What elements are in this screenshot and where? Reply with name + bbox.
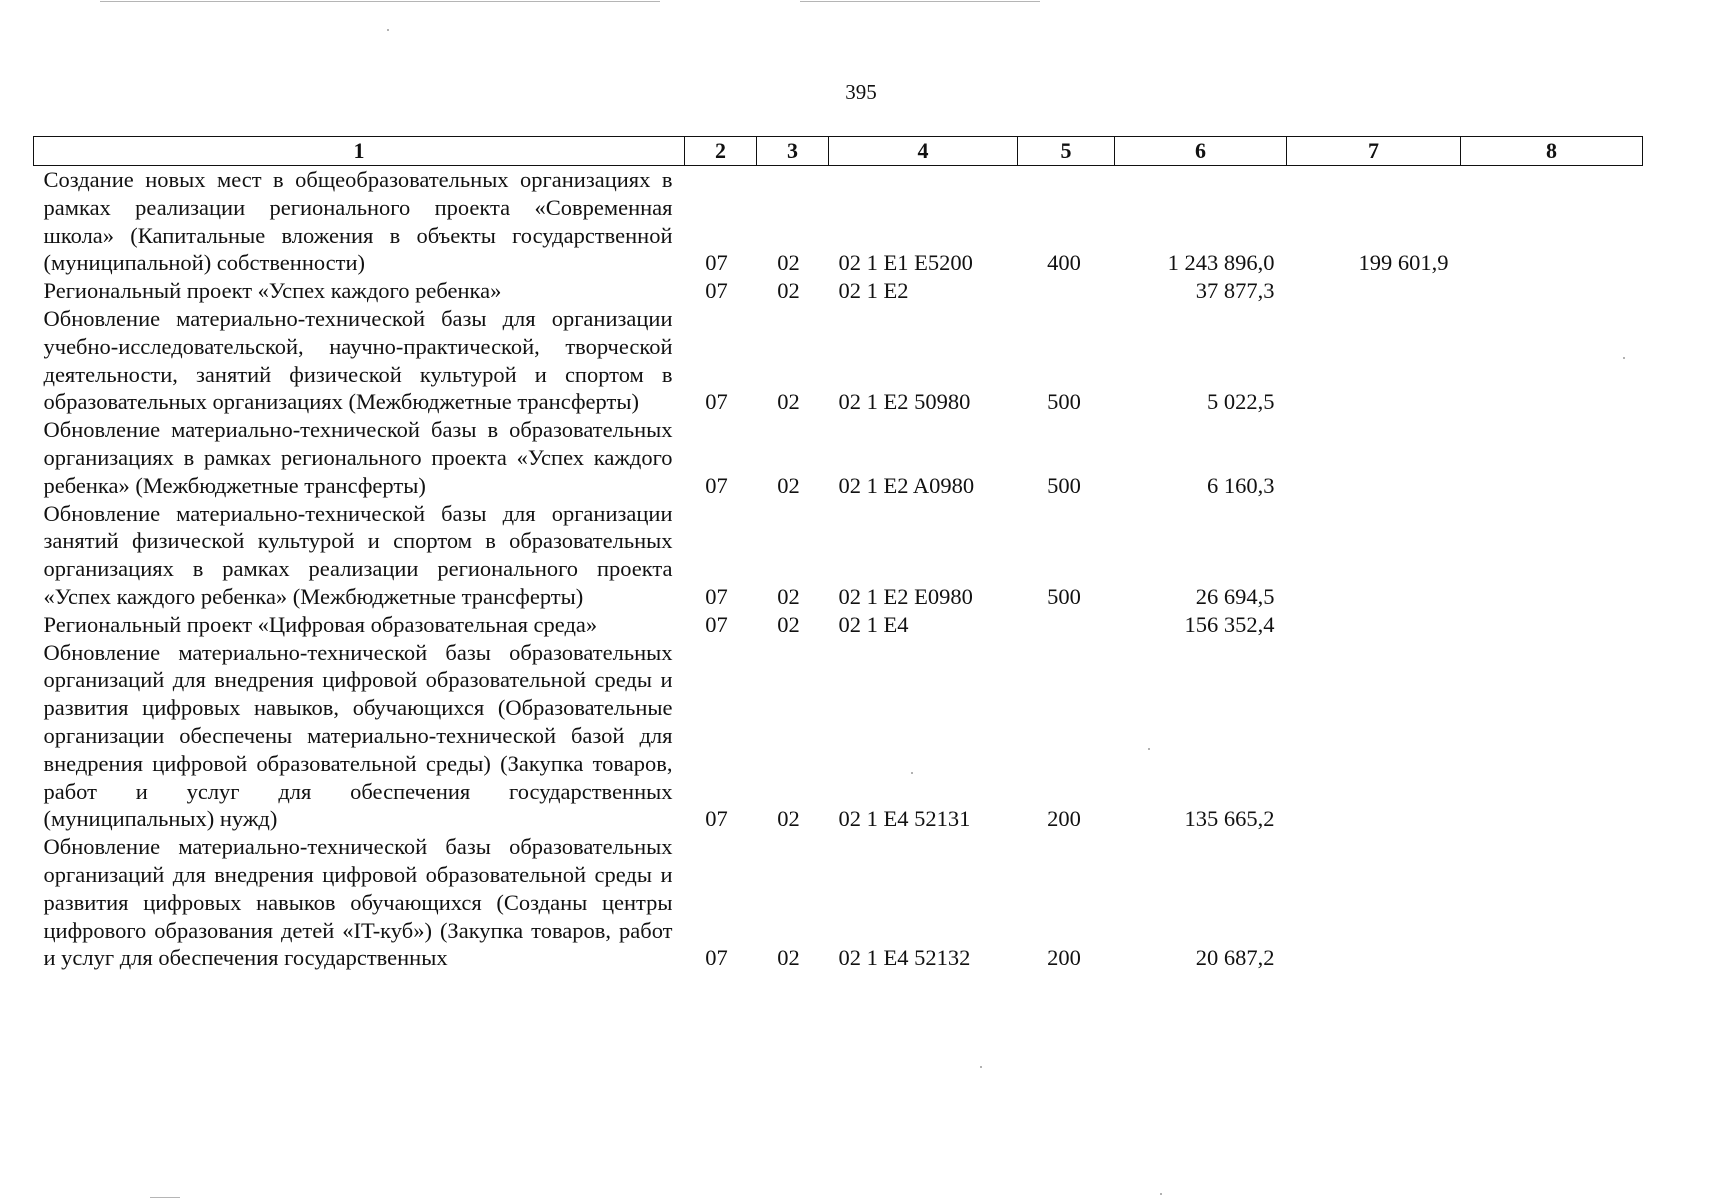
row-description: Создание новых мест в общеобразовательных организациях в рамках реализации регионального проекта «Современная школа» (Капитальные вложения в объекты государственной (муниципальной) собственности) — [43, 167, 673, 276]
header-col-1: 1 — [34, 137, 685, 166]
row-subsection-code: 02 — [777, 611, 800, 637]
row-section-code: 07 — [705, 250, 728, 276]
row-amount: 26 694,5 — [1195, 583, 1275, 609]
row-description: Обновление материально-технической базы образовательных организаций для внедрения цифровой образовательной среды и развития цифровых навыков обучающихся (Созданы центры цифрового образования детей «IT-куб») (Закупка товаров, работ и услуг для обеспечения государственных — [43, 834, 673, 971]
row-amount-col8 — [1461, 639, 1643, 834]
row-amount: 6 160,3 — [1207, 472, 1275, 498]
row-section-code: 07 — [705, 389, 728, 415]
row-amount: 37 877,3 — [1195, 278, 1275, 304]
row-expense-type: 200 — [1047, 945, 1081, 971]
scan-artifact-line — [100, 1, 660, 2]
row-amount-col7 — [1287, 416, 1461, 499]
row-description: Региональный проект «Цифровая образовательная среда» — [43, 611, 598, 637]
row-section-code: 07 — [705, 278, 728, 304]
row-target-article: 02 1 E2 E0980 — [838, 583, 973, 609]
row-amount-col8 — [1461, 166, 1643, 278]
row-expense-type: 200 — [1047, 806, 1081, 832]
header-row — [34, 137, 1643, 166]
row-amount: 5 022,5 — [1207, 389, 1275, 415]
row-description: Обновление материально-технической базы образовательных организаций для внедрения цифровой образовательной среды и развития цифровых навыков, обучающихся (Образовательные организации обеспечены материально-технической базой для внедрения цифровой образовательной среды) (Закупка товаров, работ и услуг для обеспечения государственных (муниципальных) нужд) — [43, 639, 673, 832]
row-expense-type — [1018, 277, 1115, 305]
header-col-7: 7 — [1287, 137, 1461, 166]
row-amount-col7 — [1287, 611, 1461, 639]
row-amount: 135 665,2 — [1184, 806, 1275, 832]
header-col-3: 3 — [757, 137, 829, 166]
row-target-article: 02 1 E4 — [838, 611, 909, 637]
row-amount-col8 — [1461, 416, 1643, 499]
row-target-article: 02 1 E4 52131 — [838, 806, 971, 832]
scan-artifact-speck — [1160, 1193, 1162, 1195]
row-expense-type: 500 — [1047, 389, 1081, 415]
scan-artifact-line — [800, 1, 1040, 2]
table-row — [34, 611, 1643, 639]
row-section-code: 07 — [705, 611, 728, 637]
budget-table — [33, 136, 1643, 972]
row-expense-type — [1018, 611, 1115, 639]
row-description: Региональный проект «Успех каждого ребенка» — [43, 278, 502, 304]
table-body — [34, 166, 1643, 973]
row-amount: 156 352,4 — [1184, 611, 1275, 637]
row-amount-col8 — [1461, 277, 1643, 305]
row-amount-col7 — [1287, 833, 1461, 972]
table-row — [34, 416, 1643, 499]
page-number: 395 — [845, 80, 877, 104]
table-row — [34, 277, 1643, 305]
row-amount-col7 — [1287, 305, 1461, 416]
table-header — [34, 137, 1643, 166]
row-amount: 20 687,2 — [1195, 945, 1275, 971]
row-section-code: 07 — [705, 583, 728, 609]
scan-artifact-speck — [387, 29, 389, 31]
row-description: Обновление материально-технической базы в образовательных организациях в рамках регионального проекта «Успех каждого ребенка» (Межбюджетные трансферты) — [43, 417, 673, 498]
header-col-8: 8 — [1461, 137, 1643, 166]
row-section-code: 07 — [705, 472, 728, 498]
row-amount-col7 — [1287, 500, 1461, 611]
scan-artifact-speck — [1623, 357, 1625, 359]
table-row — [34, 833, 1643, 972]
header-col-6: 6 — [1115, 137, 1287, 166]
row-target-article: 02 1 E2 A0980 — [838, 472, 975, 498]
table-row — [34, 500, 1643, 611]
row-amount-col7 — [1287, 277, 1461, 305]
header-col-4: 4 — [829, 137, 1018, 166]
scan-artifact-speck — [911, 772, 913, 774]
row-expense-type: 500 — [1047, 472, 1081, 498]
row-amount-col8 — [1461, 833, 1643, 972]
row-subsection-code: 02 — [777, 945, 800, 971]
row-expense-type: 500 — [1047, 583, 1081, 609]
row-target-article: 02 1 E2 — [838, 278, 909, 304]
row-target-article: 02 1 E1 E5200 — [838, 250, 973, 276]
row-description: Обновление материально-технической базы для организации учебно-исследовательской, научно-практической, творческой деятельности, занятий физической культурой и спортом в образовательных организациях (Межбюджетные трансферты) — [43, 305, 673, 415]
scan-artifact-speck — [980, 1066, 982, 1068]
table-row — [34, 639, 1643, 834]
row-section-code: 07 — [705, 806, 728, 832]
row-amount-col8 — [1461, 305, 1643, 416]
row-amount: 1 243 896,0 — [1167, 250, 1275, 276]
scan-artifact-line — [150, 1197, 180, 1198]
row-subsection-code: 02 — [777, 583, 800, 609]
row-subsection-code: 02 — [777, 472, 800, 498]
row-expense-type: 400 — [1047, 250, 1081, 276]
row-amount-col7: 199 601,9 — [1358, 250, 1449, 276]
row-subsection-code: 02 — [777, 806, 800, 832]
header-col-5: 5 — [1018, 137, 1115, 166]
row-subsection-code: 02 — [777, 250, 800, 276]
row-amount-col8 — [1461, 611, 1643, 639]
table-row — [34, 166, 1643, 278]
row-amount-col7 — [1287, 639, 1461, 834]
row-target-article: 02 1 E2 50980 — [838, 389, 971, 415]
row-subsection-code: 02 — [777, 278, 800, 304]
row-target-article: 02 1 E4 52132 — [838, 945, 971, 971]
table-row — [34, 305, 1643, 416]
row-amount-col8 — [1461, 500, 1643, 611]
scan-artifact-speck — [1148, 748, 1150, 750]
row-section-code: 07 — [705, 945, 728, 971]
row-description: Обновление материально-технической базы для организации занятий физической культурой и спортом в образовательных организациях в рамках реализации регионального проекта «Успех каждого ребенка» (Межбюджетные трансферты) — [43, 500, 673, 609]
row-subsection-code: 02 — [777, 389, 800, 415]
header-col-2: 2 — [685, 137, 757, 166]
